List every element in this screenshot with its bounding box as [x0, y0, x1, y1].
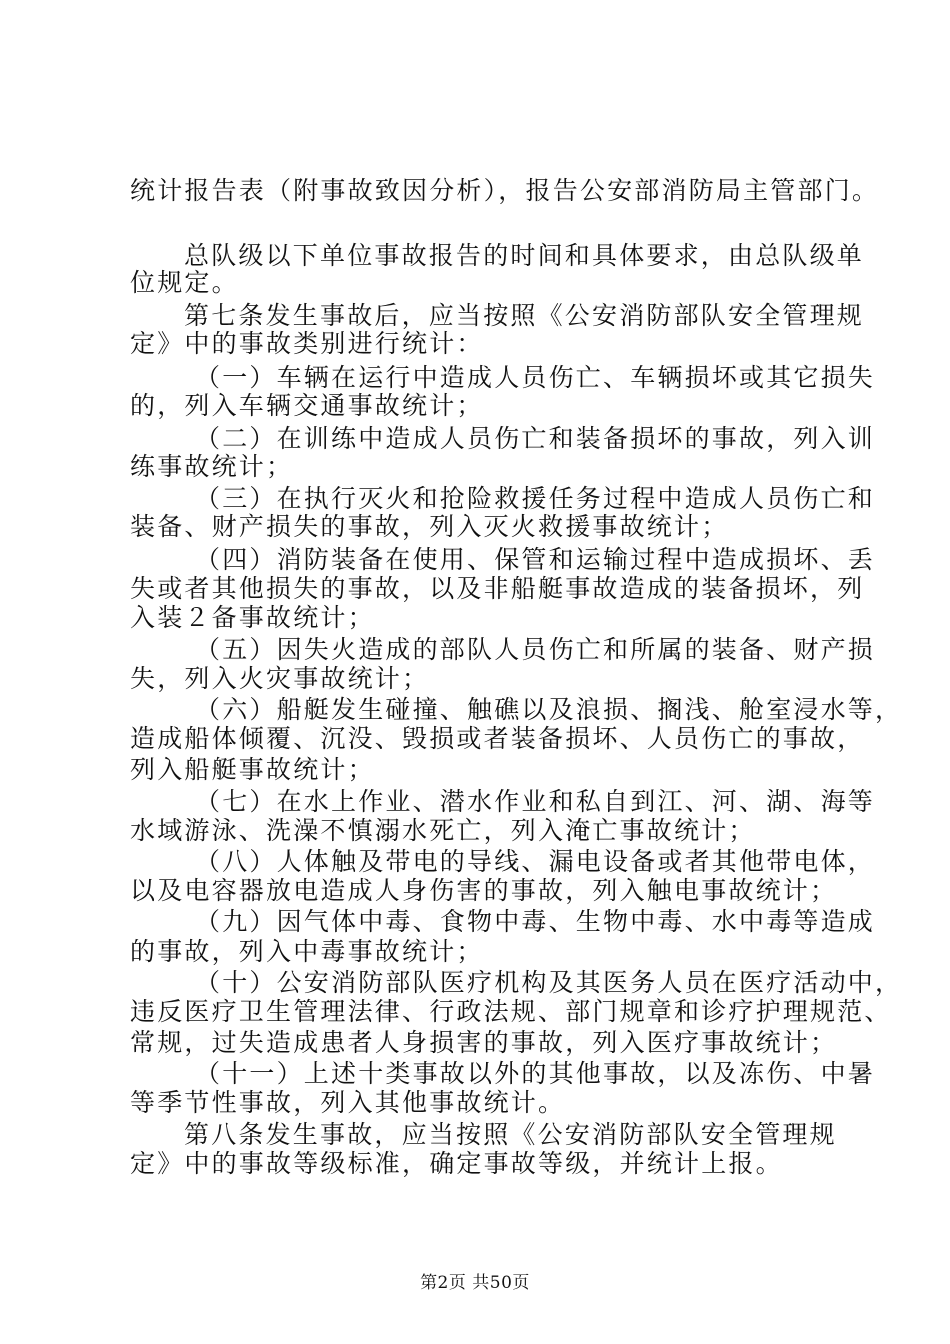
text-line: 装备、财产损失的事故，列入灭火救援事故统计； — [130, 512, 729, 541]
text-line: 第七条发生事故后，应当按照《公安消防部队安全管理规 — [184, 301, 865, 330]
text-line: 失，列入火灾事故统计； — [130, 664, 430, 693]
text-line: （一）车辆在运行中造成人员伤亡、车辆损坏或其它损失 — [195, 363, 876, 392]
text-line: 统计报告表（附事故致因分析），报告公安部消防局主管部门。 — [130, 176, 880, 205]
text-line: （八）人体触及带电的导线、漏电设备或者其他带电体， — [195, 847, 876, 876]
text-line: 的，列入车辆交通事故统计； — [130, 391, 484, 420]
page-number-footer: 第2页 共50页 — [420, 1273, 530, 1293]
text-line: 第八条发生事故，应当按照《公安消防部队安全管理规 — [184, 1120, 837, 1149]
text-line: 等季节性事故，列入其他事故统计。 — [130, 1088, 566, 1117]
text-line: 造成船体倾覆、沉没、毁损或者装备损坏、人员伤亡的事故， — [130, 724, 865, 753]
text-line: （五）因失火造成的部队人员伤亡和所属的装备、财产损 — [195, 635, 876, 664]
text-line: 总队级以下单位事故报告的时间和具体要求，由总队级单 — [184, 241, 865, 270]
text-line: 列入船艇事故统计； — [130, 755, 375, 784]
text-line: 定》中的事故等级标准，确定事故等级，并统计上报。 — [130, 1149, 783, 1178]
text-line: 定》中的事故类别进行统计： — [130, 329, 484, 358]
text-line: （四）消防装备在使用、保管和运输过程中造成损坏、丢 — [195, 545, 876, 574]
text-line: （六）船艇发生碰撞、触礁以及浪损、搁浅、舱室浸水等， — [195, 695, 903, 724]
text-line: 的事故，列入中毒事故统计； — [130, 937, 484, 966]
text-line: 违反医疗卫生管理法律、行政法规、部门规章和诊疗护理规范、 — [130, 997, 892, 1026]
text-line: 以及电容器放电造成人身伤害的事故，列入触电事故统计； — [130, 876, 838, 905]
text-line: （九）因气体中毒、食物中毒、生物中毒、水中毒等造成 — [195, 907, 876, 936]
text-line: 常规，过失造成患者人身损害的事故，列入医疗事故统计； — [130, 1028, 838, 1057]
text-line: （十）公安消防部队医疗机构及其医务人员在医疗活动中， — [195, 968, 903, 997]
text-line: 练事故统计； — [130, 452, 294, 481]
text-line: 失或者其他损失的事故，以及非船艇事故造成的装备损坏，列 — [130, 574, 865, 603]
text-line: 入装２备事故统计； — [130, 603, 375, 632]
text-line: （三）在执行灭火和抢险救援任务过程中造成人员伤亡和 — [195, 484, 876, 513]
text-line: 水域游泳、洗澡不慎溺水死亡，列入淹亡事故统计； — [130, 816, 756, 845]
text-line: （十一）上述十类事故以外的其他事故，以及冻伤、中暑 — [195, 1059, 876, 1088]
text-line: 位规定。 — [130, 268, 239, 297]
text-line: （二）在训练中造成人员伤亡和装备损坏的事故，列入训 — [195, 424, 876, 453]
text-line: （七）在水上作业、潜水作业和私自到江、河、湖、海等 — [195, 787, 876, 816]
